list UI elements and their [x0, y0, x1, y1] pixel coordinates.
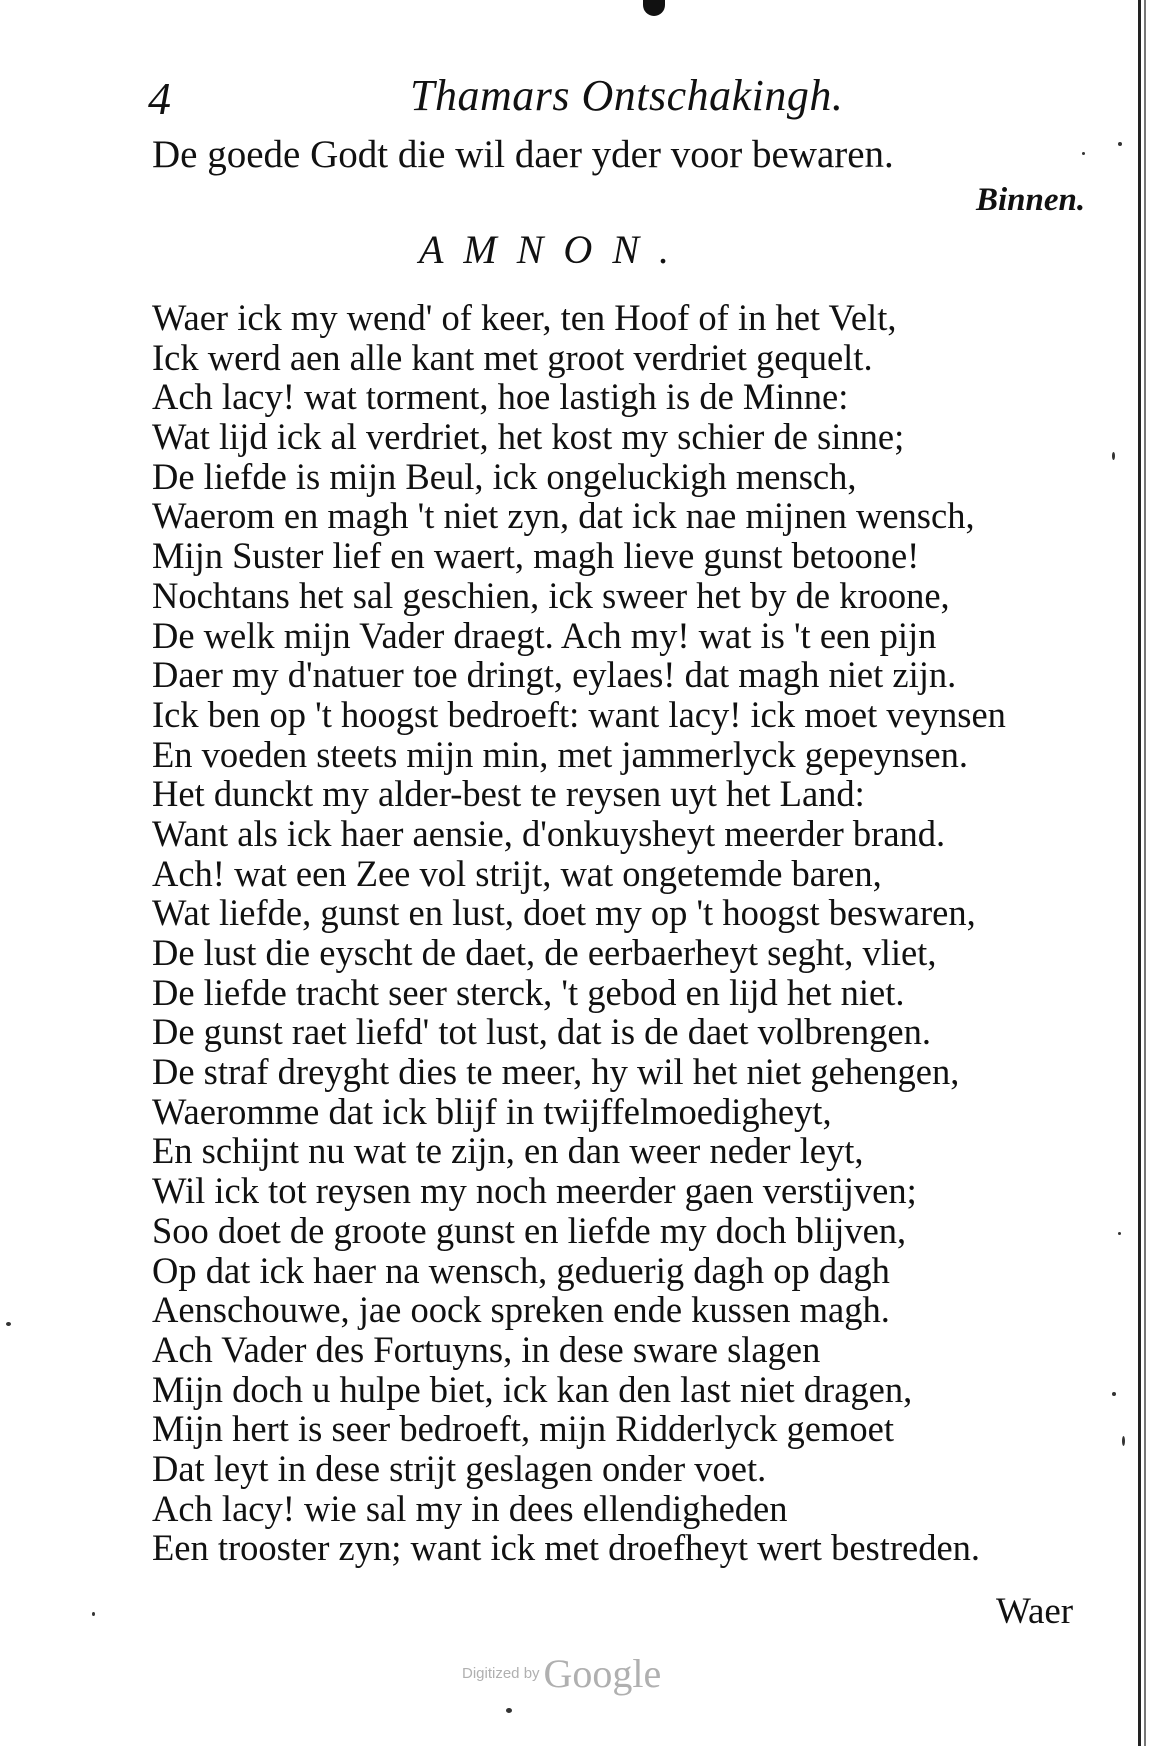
verse-line: Mijn Suster lief en waert, magh lieve gunst betoone!	[152, 535, 920, 577]
verse-block	[152, 298, 1006, 1568]
ink-speck	[1082, 152, 1085, 155]
verse-line: Aenschouwe, jae oock spreken ende kussen magh.	[152, 1289, 890, 1331]
verse-line: De lust die eyscht de daet, de eerbaerheyt seght, vliet,	[152, 932, 937, 973]
ink-speck	[506, 1708, 512, 1713]
verse-line: De liefde tracht seer sterck, 't gebod en lijd het niet.	[152, 971, 905, 1013]
ink-speck	[1118, 1232, 1121, 1235]
verse-line: De welk mijn Vader draegt. Ach my! wat is 't een pijn	[152, 614, 937, 656]
verse-line: Wat lijd ick al verdriet, het kost my schier de sinne;	[152, 416, 905, 458]
ink-speck	[6, 1322, 11, 1326]
verse-line: Waerom en magh 't niet zyn, dat ick nae mijnen wensch,	[152, 495, 975, 537]
verse-line: Een trooster zyn; want ick met droefheyt wert bestreden.	[152, 1527, 981, 1569]
verse-line: Op dat ick haer na wensch, geduerig dagh op dagh	[152, 1249, 890, 1291]
verse-line: Het dunckt my alder-best te reysen uyt het Land:	[152, 773, 865, 815]
verse-line: De liefde is mijn Beul, ick ongeluckigh mensch,	[152, 455, 857, 497]
verse-line: Waer ick my wend' of keer, ten Hoof of in het Velt,	[152, 297, 897, 338]
verse-line: Daer my d'natuer toe dringt, eylaes! dat magh niet zijn.	[152, 654, 957, 696]
verse-line: De straf dreyght dies te meer, hy wil het niet gehengen,	[152, 1051, 960, 1093]
speaker-heading: AMNON.	[419, 227, 689, 272]
verse-line: Dat leyt in dese strijt geslagen onder voet.	[152, 1447, 767, 1489]
verse-line: Mijn doch u hulpe biet, ick kan den last niet dragen,	[152, 1368, 913, 1410]
catchword: Waer	[996, 1591, 1074, 1632]
verse-line: Mijn hert is seer bedroeft, mijn Ridderlyck gemoet	[152, 1408, 894, 1450]
verse-line-continued: De goede Godt die wil daer yder voor bewaren.	[152, 133, 894, 176]
ink-blot	[643, 0, 665, 16]
verse-line: Wat liefde, gunst en lust, doet my op 't hoogst beswaren,	[152, 892, 976, 934]
verse-line: En schijnt nu wat te zijn, en dan weer neder leyt,	[152, 1130, 864, 1172]
ink-speck	[1118, 142, 1122, 146]
verse-line: Soo doet de groote gunst en liefde my doch blijven,	[152, 1209, 907, 1251]
page-number: 4	[148, 73, 171, 124]
verse-line: Ick werd aen alle kant met groot verdriet gequelt.	[152, 336, 873, 378]
verse-line: En voeden steets mijn min, met jammerlyck gepeynsen.	[152, 733, 968, 775]
verse-line: Ach! wat een Zee vol strijt, wat ongetemde baren,	[152, 852, 882, 894]
ink-speck	[1112, 452, 1115, 460]
verse-line: Ick ben op 't hoogst bedroeft: want lacy! ick moet veynsen	[152, 693, 1006, 735]
verse-line: Waeromme dat ick blijf in twijffelmoedigheyt,	[152, 1090, 832, 1132]
ink-speck	[1112, 1392, 1116, 1396]
digitized-watermark	[462, 1650, 661, 1697]
ink-speck	[92, 1612, 95, 1616]
verse-line: Ach lacy! wie sal my in dees ellendigheden	[152, 1487, 788, 1529]
verse-line: Wil ick tot reysen my noch meerder gaen verstijven;	[152, 1170, 917, 1212]
verse-line: De gunst raet liefd' tot lust, dat is de daet volbrengen.	[152, 1011, 931, 1053]
watermark-brand: Google	[543, 1651, 662, 1696]
stage-direction: Binnen.	[976, 182, 1086, 218]
verse-line: Want als ick haer aensie, d'onkuysheyt meerder brand.	[152, 812, 946, 854]
verse-line: Nochtans het sal geschien, ick sweer het by de kroone,	[152, 574, 950, 616]
watermark-prefix: Digitized by	[462, 1665, 540, 1682]
verse-line: Ach Vader des Fortuyns, in dese sware slagen	[152, 1328, 821, 1370]
verse-line: Ach lacy! wat torment, hoe lastigh is de Minne:	[152, 376, 849, 418]
ink-speck	[1122, 1436, 1125, 1446]
running-head: Thamars Ontschakingh.	[410, 71, 844, 120]
